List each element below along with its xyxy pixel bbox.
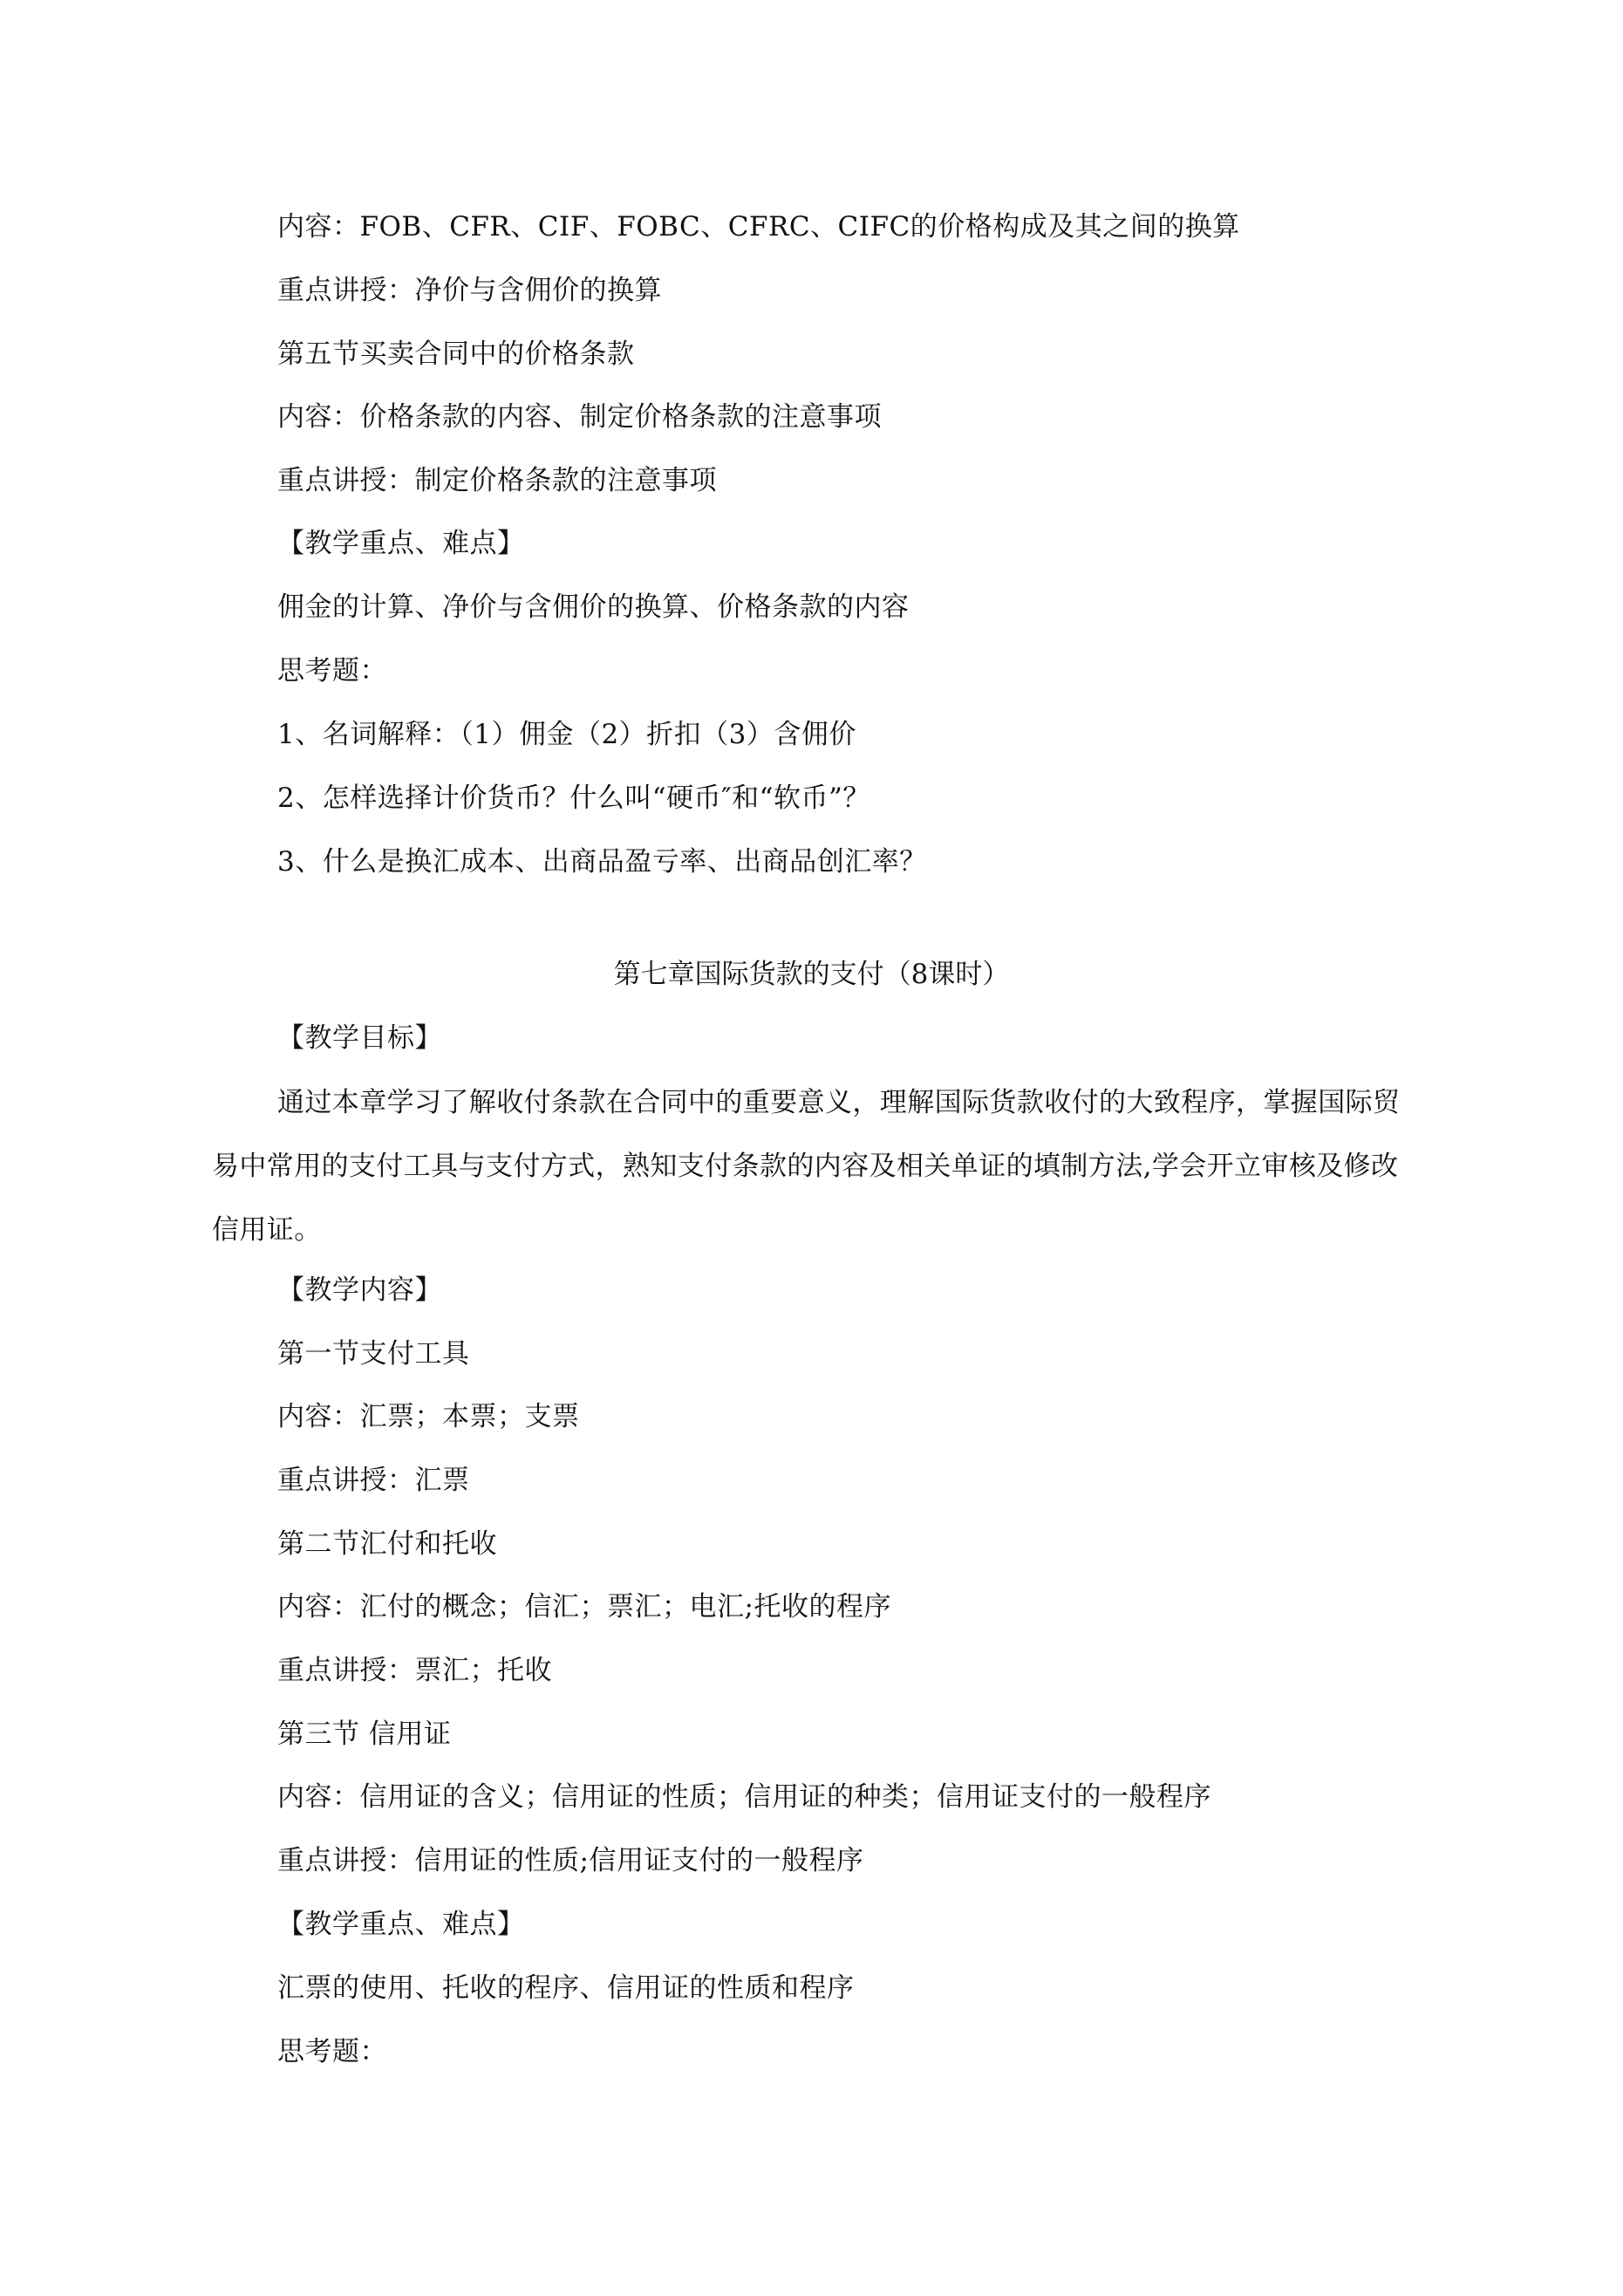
text-line: 思考题： [277, 2036, 387, 2067]
bracket-heading: 【教学目标】 [277, 1022, 442, 1054]
text-line: 重点讲授：制定价格条款的注意事项 [277, 465, 717, 496]
bracket-heading: 【教学重点、难点】 [277, 528, 525, 559]
text-line: 内容：FOB、CFR、CIF、FOBC、CFRC、CIFC的价格构成及其之间的换算 [277, 211, 1240, 243]
text-line: 重点讲授：汇票 [277, 1465, 470, 1496]
text-line: 汇票的使用、托收的程序、信用证的性质和程序 [277, 1972, 855, 2004]
text-line: 内容：汇付的概念；信汇；票汇；电汇;托收的程序 [277, 1591, 891, 1623]
text-line: 佣金的计算、净价与含佣价的换算、价格条款的内容 [277, 591, 910, 623]
section-heading: 第五节买卖合同中的价格条款 [277, 338, 635, 370]
question-item: 1、名词解释：（1）佣金（2）折扣（3）含佣价 [277, 719, 856, 750]
section-heading: 第三节 信用证 [277, 1719, 452, 1750]
bracket-heading: 【教学重点、难点】 [277, 1909, 525, 1940]
text-line: 思考题： [277, 655, 387, 687]
bracket-heading: 【教学内容】 [277, 1274, 442, 1306]
text-line: 重点讲授：票汇；托收 [277, 1655, 552, 1686]
section-heading: 第二节汇付和托收 [277, 1528, 497, 1560]
text-line: 重点讲授：净价与含佣价的换算 [277, 275, 662, 306]
chapter-title: 第七章国际货款的支付（8课时） [613, 959, 1010, 990]
text-line: 重点讲授：信用证的性质;信用证支付的一般程序 [277, 1845, 864, 1876]
section-heading: 第一节支付工具 [277, 1338, 470, 1370]
text-line: 内容：汇票；本票；支票 [277, 1401, 580, 1432]
question-item: 3、什么是换汇成本、出商品盈亏率、出商品创汇率？ [277, 846, 927, 878]
question-item: 2、怎样选择计价货币？什么叫“硬币″和“软币”？ [277, 782, 870, 814]
text-line: 内容：价格条款的内容、制定价格条款的注意事项 [277, 401, 882, 433]
text-line: 内容：信用证的含义；信用证的性质；信用证的种类；信用证支付的一般程序 [277, 1781, 1211, 1813]
objective-paragraph: 通过本章学习了解收付条款在合同中的重要意义，理解国际货款收付的大致程序，掌握国际贸易中常用的支付工具与支付方式，熟知支付条款的内容及相关单证的填制方法,学会开立审核及修改信用证。 [212, 1087, 1401, 1246]
